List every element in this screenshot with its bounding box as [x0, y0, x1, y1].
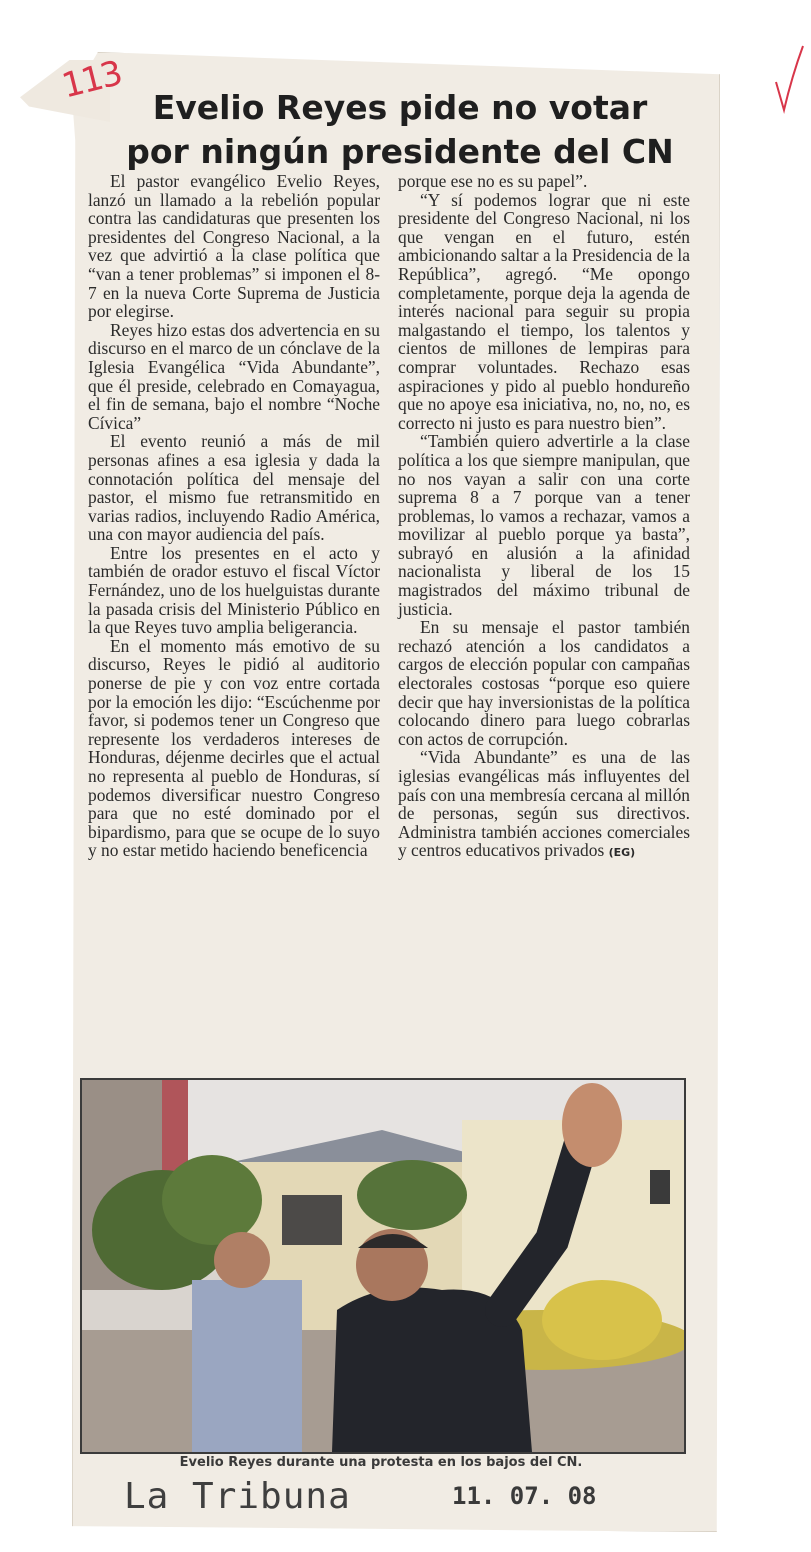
paragraph: En el momento más emotivo de su discurso, Reyes le pidió al auditorio ponerse de pie y con voz entre cortada por la emoción les dijo: “Escúchenme por favor, si podemos tener un Congreso que represente los verdaderos intereses de Honduras, déjenme decirles que el actual no representa al pueblo de Honduras, sí podemos diversificar nuestro Congreso para que no esté dominado por el bipardismo, para que se ocupe de lo suyo y no estar metido haciendo beneficencia [88, 635, 380, 861]
newspaper-masthead: La Tribuna [124, 1476, 351, 1517]
paragraph: “También quiero advertirle a la clase política a los que siempre manipulan, que no nos vayan a salir con una corte suprema 8 a 7 porque van a tener problemas, lo vamos a rechazar, vamos a movilizar al pueblo porque ya basta”, subrayó en alusión a la afinidad nacionalista y liberal de los 15 magistrados del máximo tribunal de justicia. [398, 431, 690, 619]
handwritten-number: 113 [58, 53, 125, 107]
headline-line-2: por ningún presidente del CN [126, 132, 674, 171]
paragraph: En su mensaje el pastor también rechazó atención a los candidatos a cargos de elección popular con campañas electorales costosas “porque eso quiere decir que hay inversionistas de la política colocando dinero para luego cobrarlas con actos de corrupción. [398, 617, 690, 749]
paragraph: El evento reunió a más de mil personas afines a esa iglesia y dada la connotación política del mensaje del pastor, el mismo fue retransmitido en varias radios, incluyendo Radio América, una con mayor audiencia del país. [88, 431, 380, 545]
paragraph: El pastor evangélico Evelio Reyes, lanzó un llamado a la rebelión popular contra las candidaturas que presenten los presidentes del Congreso Nacional, a la vez que advirtió a la clase política que “van a tener problemas” si imponen el 8-7 en la nueva Corte Suprema de Justicia por elegirse. [88, 171, 380, 322]
headline-line-1: Evelio Reyes pide no votar [152, 88, 648, 127]
photo-caption: Evelio Reyes durante una protesta en los bajos del CN. [179, 1455, 583, 1470]
checkmark-icon [770, 40, 806, 116]
paragraph-continuation: porque ese no es su papel”. [398, 171, 588, 191]
photo-illustration [82, 1080, 684, 1452]
paragraph: Reyes hizo estas dos advertencia en su discurso en el marco de un cónclave de la Iglesia Evangélica “Vida Abundante”, que él preside, celebrado en Comayagua, el fin de semana, bajo el nombre “Noche Cívica” [88, 319, 380, 433]
paragraph: “Y sí podemos lograr que ni este presidente del Congreso Nacional, ni los que vengan en el futuro, estén ambicionando saltar a la Presidencia de la República”, agregó. “Me opongo completamente, porque deja la agenda de interés nacional para seguir su propia malgastando el tiempo, los talentos y cientos de millones de lempiras para comprar voluntades. Rechazo esas aspiraciones y pido al pueblo hondureño que no apoye esa iniciativa, no, no, no, es correcto ni justo es para nuestro bien”. [398, 189, 690, 433]
paragraph: Entre los presentes en el acto y también de orador estuvo el fiscal Víctor Fernández, uno de los huelguistas durante la pasada crisis del Ministerio Público en la que Reyes tuvo amplia beligerancia. [88, 542, 380, 638]
paragraph [398, 748, 690, 863]
news-photo [80, 1078, 686, 1454]
byline: (EG) [608, 846, 636, 860]
article-column-left [88, 172, 380, 860]
headline [100, 86, 700, 174]
paragraph-text: “Vida Abundante” es una de las iglesias evangélicas más influyentes del país con una membresía cercana al millón de personas, según sus directivos. Administra también acciones comerciales y centros educativos privados [398, 747, 690, 861]
article-column-right [398, 172, 690, 863]
publication-date: 11. 07. 08 [452, 1482, 597, 1510]
